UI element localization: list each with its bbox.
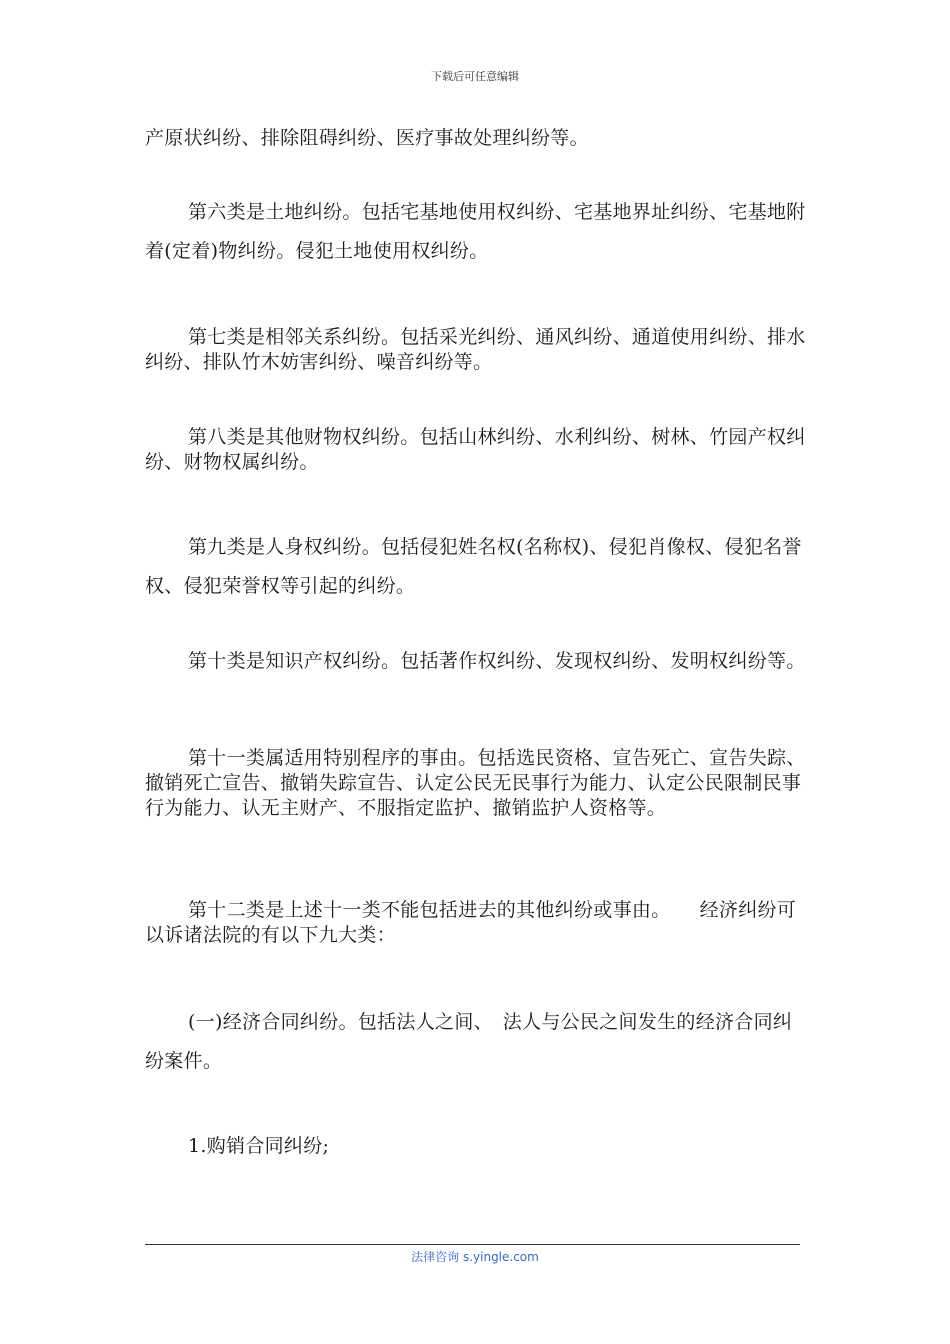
paragraph-6: 第十类是知识产权纠纷。包括著作权纠纷、发现权纠纷、发明权纠纷等。 (188, 650, 806, 672)
paragraph-7: 第十一类属适用特别程序的事由。包括选民资格、宣告死亡、宣告失踪、撤销死亡宣告、撤销失踪宣告、认定公民无民事行为能力、认定公民限制民事行为能力、认无主财产、不服指定监护、撤销监护人资格等。 (145, 747, 806, 819)
footer-link[interactable]: 法律咨询 s.yingle.com (411, 1250, 539, 1264)
paragraph-10: 1.购销合同纠纷; (188, 1135, 330, 1157)
paragraph-9: (一)经济合同纠纷。包括法人之间、 法人与公民之间发生的经济合同纠纷案件。 (145, 1011, 793, 1072)
header-note: 下载后可任意编辑 (431, 70, 519, 83)
footer-divider (145, 1244, 800, 1245)
paragraph-2: 第六类是土地纠纷。包括宅基地使用权纠纷、宅基地界址纠纷、宅基地附着(定着)物纠纷。侵犯土地使用权纠纷。 (145, 201, 806, 262)
paragraph-4: 第八类是其他财物权纠纷。包括山林纠纷、水利纠纷、树林、竹园产权纠纷、财物权属纠纷。 (145, 426, 806, 473)
paragraph-3: 第七类是相邻关系纠纷。包括采光纠纷、通风纠纷、通道使用纠纷、排水纠纷、排队竹木妨害纠纷、噪音纠纷等。 (145, 326, 806, 373)
paragraph-8: 第十二类是上述十一类不能包括进去的其他纠纷或事由。 经济纠纷可以诉诸法院的有以下九大类： (145, 899, 797, 946)
paragraph-5: 第九类是人身权纠纷。包括侵犯姓名权(名称权)、侵犯肖像权、侵犯名誉权、侵犯荣誉权等引起的纠纷。 (145, 536, 802, 597)
paragraph-1: 产原状纠纷、排除阻碍纠纷、医疗事故处理纠纷等。 (145, 127, 589, 149)
